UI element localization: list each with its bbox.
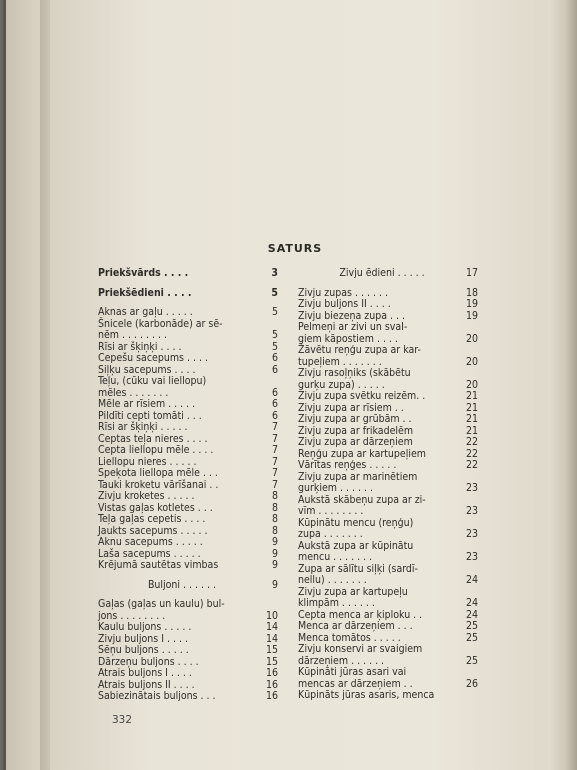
toc-entry (298, 598, 478, 610)
toc-entry-page: 7 (271, 467, 278, 479)
toc-entry-title: Cepešu sacepums . . . . (98, 352, 208, 364)
toc-entry-page: 23 (465, 505, 478, 517)
toc-entry-title: Zivju rasoļņiks (skābētu (298, 367, 411, 379)
toc-entry-title: Teļa gaļas cepetis . . . . (98, 513, 206, 525)
toc-entry-page: 21 (465, 390, 478, 402)
toc-entry-page: 21 (465, 401, 478, 414)
toc-entry-title: Aukstā skābeņu zupa ar zi- (298, 493, 426, 506)
toc-entry-title: Zupa ar sālītu siļķi (sardī- (298, 562, 418, 575)
toc-entry-title: klimpām . . . . . . (298, 597, 375, 609)
toc-entry-title: Rīsi ar šķiņķi . . . . . (98, 421, 188, 433)
toc-entry-page: 19 (465, 309, 478, 322)
toc-right-column (298, 268, 478, 702)
toc-entry-title: Vārītas reņģes . . . . . (298, 459, 397, 471)
toc-entry-title: Priekšēdieni . . . . (98, 286, 192, 299)
toc-entry-title: Aknas ar gaļu . . . . . (98, 306, 193, 318)
toc-entry-title: nellu) . . . . . . . (298, 574, 367, 586)
toc-entry-title: Kūpināti jūras asari vai (298, 666, 407, 678)
toc-entry-title: Pildīti cepti tomāti . . . (98, 409, 202, 422)
toc-entry-title: Sēņu buljons . . . . . (98, 644, 189, 656)
toc-entry-page: 8 (271, 524, 278, 537)
toc-entry-title: Laša sacepums . . . . . (98, 547, 201, 560)
toc-entry (98, 376, 278, 388)
toc-entry-page: 22 (465, 436, 478, 448)
toc-entry-title: Zivju buljons I . . . . (98, 632, 188, 645)
toc-entry (298, 552, 478, 564)
toc-entry-title: Priekšvārds . . . . (98, 267, 189, 279)
toc-entry-title: Aknu sacepums . . . . . (98, 536, 203, 548)
toc-entry-page: 6 (271, 386, 278, 399)
toc-entry-title: Zivju zupa ar kartupeļu (298, 585, 408, 598)
toc-entry-title: Aukstā zupa ar kūpinātu (298, 539, 414, 552)
toc-entry-page: 25 (465, 654, 478, 667)
toc-entry-page: 8 (271, 501, 278, 514)
toc-entry (298, 575, 478, 587)
toc-entry-title: vīm . . . . . . . . (298, 505, 364, 517)
toc-entry-title: mēles . . . . . . . (98, 386, 169, 399)
toc-entry-title: Sabiezinātais buljons . . . (98, 690, 216, 702)
toc-entry-page: 15 (265, 644, 278, 656)
toc-entry-page: 25 (465, 620, 478, 632)
toc-entry-title: Atrais buljons II . . . . (98, 678, 195, 691)
toc-entry-page: 5 (271, 340, 278, 353)
toc-entry (298, 437, 478, 449)
toc-entry-page: 9 (271, 536, 278, 548)
toc-entry-title: jons . . . . . . . . (98, 609, 166, 622)
toc-entry-page: 26 (465, 677, 478, 690)
toc-entry-page: 7 (271, 478, 278, 491)
toc-entry-page: 6 (271, 363, 278, 376)
toc-entry-page: 24 (465, 574, 478, 586)
toc-entry-title: Dārzeņu buljons . . . . (98, 655, 199, 668)
toc-entry (98, 645, 278, 657)
toc-entry-title: Zivju zupa ar frikadelēm (298, 424, 414, 437)
toc-entry-page: 6 (271, 398, 278, 410)
toc-entry (298, 460, 478, 472)
toc-entry-title: Zivju zupas . . . . . . (298, 286, 388, 299)
toc-entry (298, 506, 478, 518)
toc-entry (298, 621, 478, 633)
toc-entry-title: Menca ar dārzeņiem . . . (298, 620, 413, 632)
toc-entry-title: Kūpināts jūras asaris, menca (298, 689, 435, 701)
toc-entry (298, 322, 478, 334)
toc-entry-title: Pelmeņi ar zivi un svaI- (298, 321, 408, 333)
toc-entry-page: 16 (265, 690, 278, 702)
toc-entry-page: 24 (465, 608, 478, 621)
toc-entry-page: 22 (465, 447, 478, 460)
page-number: 332 (112, 714, 133, 726)
toc-entry-page: 22 (465, 459, 478, 471)
toc-entry-page: 20 (465, 332, 478, 345)
toc-entry-page: 20 (465, 378, 478, 391)
toc-entry-title: dārzeņiem . . . . . . (298, 654, 385, 667)
toc-entry-title: Mēle ar rīsiem . . . . . (98, 398, 196, 410)
toc-entry-title: Zivju zupa ar marinētiem (298, 470, 418, 483)
toc-entry-page: 7 (271, 421, 278, 433)
toc-entry-page: 15 (265, 655, 278, 668)
toc-entry (98, 288, 278, 300)
toc-entry (298, 299, 478, 311)
toc-entry (298, 529, 478, 541)
toc-entry-title: Kūpinātu mencu (reņģu) (298, 516, 414, 529)
toc-entry (98, 268, 278, 280)
toc-entry-title: Zivju zupa ar dārzeņiem (298, 436, 413, 448)
toc-entry (98, 514, 278, 526)
toc-entry (98, 691, 278, 703)
book-gutter (548, 0, 577, 770)
toc-entry-title: Zivju kroketes . . . . . (98, 490, 195, 502)
toc-entry-page: 16 (265, 678, 278, 691)
toc-entry-page: 24 (465, 597, 478, 609)
toc-entry-title: Zivju biezeņa zupa . . . (298, 309, 406, 322)
toc-entry-title: Menca tomātos . . . . . (298, 631, 401, 644)
toc-entry (298, 690, 478, 702)
toc-entry (98, 560, 278, 572)
toc-entry-title: Ceptas teļa nieres . . . . (98, 432, 208, 445)
toc-entry (298, 368, 478, 380)
toc-entry (98, 399, 278, 411)
toc-entry (98, 537, 278, 549)
toc-entry-page: 17 (465, 267, 478, 279)
toc-entry-page: 19 (465, 298, 478, 310)
toc-entry-title: gurķu zupa) . . . . . (298, 378, 385, 391)
toc-entry-title: Zivju zupa svētku reizēm. . (298, 390, 426, 402)
toc-entry-page: 7 (271, 444, 278, 456)
toc-entry-page: 23 (465, 551, 478, 563)
toc-entry-title: Rīsi ar šķiņķi . . . . (98, 340, 182, 353)
toc-entry-page: 14 (265, 632, 278, 645)
toc-entry-title: Speķota liellopa mēle . . . (98, 467, 218, 479)
toc-entry-title: Vistas gaļas kotletes . . . (98, 501, 213, 514)
toc-entry-page: 3 (271, 267, 278, 279)
toc-entry-title: giem kāpostiem . . . . (298, 332, 398, 345)
toc-entry-title: Kaulu buljons . . . . . (98, 621, 192, 633)
toc-entry-page: 9 (271, 547, 278, 560)
toc-entry (98, 491, 278, 503)
toc-entry-page: 16 (265, 667, 278, 679)
toc-entry-page: 25 (465, 631, 478, 644)
toc-entry (98, 422, 278, 434)
toc-entry-title: nēm . . . . . . . . (98, 329, 167, 341)
toc-entry-page: 5 (271, 306, 278, 318)
toc-entry (98, 330, 278, 342)
toc-entry-page: 20 (465, 355, 478, 368)
toc-entry-title: Reņģu zupa ar kartupeļiem (298, 447, 427, 460)
toc-entry (298, 667, 478, 679)
toc-entry-title: Cepta menca ar ķiploku . . (298, 608, 423, 621)
toc-entry-title: Zivju zupa ar rīsiem . . (298, 401, 404, 414)
toc-entry-title: Zivju zupa ar grūbām . . (298, 413, 412, 425)
toc-entry-page: 6 (271, 409, 278, 422)
toc-entry-title: Šnicele (karbonāde) ar sē- (98, 317, 223, 330)
toc-entry-page: 14 (265, 621, 278, 633)
toc-entry-page: 18 (465, 286, 478, 299)
toc-entry (298, 391, 478, 403)
toc-entry-page: 8 (271, 513, 278, 525)
toc-entry-page: 23 (465, 482, 478, 494)
toc-entry-title: Žāvētu reņģu zupa ar kar- (298, 344, 421, 356)
toc-entry-page: 21 (465, 413, 478, 425)
toc-entry (98, 307, 278, 319)
toc-entry-page: 23 (465, 528, 478, 540)
toc-entry-page: 9 (271, 578, 278, 591)
toc-entry-title: Siļķu sacepums . . . . (98, 363, 196, 376)
toc-entry (298, 268, 478, 280)
toc-entry-title: Teļu, (cūku vai liellopu) (98, 375, 207, 387)
toc-entry-title: zupa . . . . . . . (298, 528, 363, 540)
toc-entry (298, 414, 478, 426)
toc-entry-title: Liellopu nieres . . . . . (98, 455, 197, 468)
toc-entry-title: Gaļas (gaļas un kaulu) bul- (98, 598, 225, 610)
toc-entry-page: 8 (271, 490, 278, 502)
toc-entry-title: tupeļiem . . . . . . . (298, 355, 382, 368)
toc-entry-page: 9 (271, 559, 278, 571)
toc-entry-page: 5 (271, 286, 278, 299)
toc-entry (298, 345, 478, 357)
toc-entry (98, 580, 278, 592)
toc-entry-page: 7 (271, 455, 278, 468)
toc-entry (298, 644, 478, 656)
toc-left-column (98, 268, 278, 703)
toc-entry-title: Jaukts sacepums . . . . . (98, 524, 208, 537)
toc-entry-title: gurķiem . . . . . . (298, 482, 373, 494)
toc-entry-title: Cepta liellopu mēle . . . . (98, 444, 214, 456)
toc-entry-page: 7 (271, 432, 278, 445)
toc-entry-page: 6 (271, 352, 278, 364)
toc-entry-title: Tauki kroketu vārīšanai . . (98, 478, 219, 491)
toc-entry-page: 5 (271, 329, 278, 341)
toc-entry (98, 353, 278, 365)
toc-entry-title: Zivju buljons II . . . . (298, 298, 391, 310)
toc-entry-title: Zivju ēdieni . . . . . (339, 267, 425, 279)
toc-entry (98, 445, 278, 457)
toc-entry (98, 468, 278, 480)
toc-entry-title: Krējumā sautētas vimbas (98, 559, 219, 571)
toc-entry-page: 21 (465, 424, 478, 437)
toc-entry-title: Atrais buljons I . . . . (98, 667, 192, 679)
toc-entry-title: mencas ar dārzeņiem . . (298, 677, 413, 690)
toc-entry (98, 622, 278, 634)
toc-entry-page: 10 (265, 609, 278, 622)
contents-heading: SATURS (267, 242, 323, 255)
toc-entry-title: Zivju konservi ar svaigiem (298, 643, 423, 655)
toc-entry (298, 483, 478, 495)
toc-entry (98, 668, 278, 680)
toc-entry-title: mencu . . . . . . . (298, 551, 373, 563)
toc-entry (98, 599, 278, 611)
toc-entry-title: Buljoni . . . . . . (147, 578, 217, 591)
